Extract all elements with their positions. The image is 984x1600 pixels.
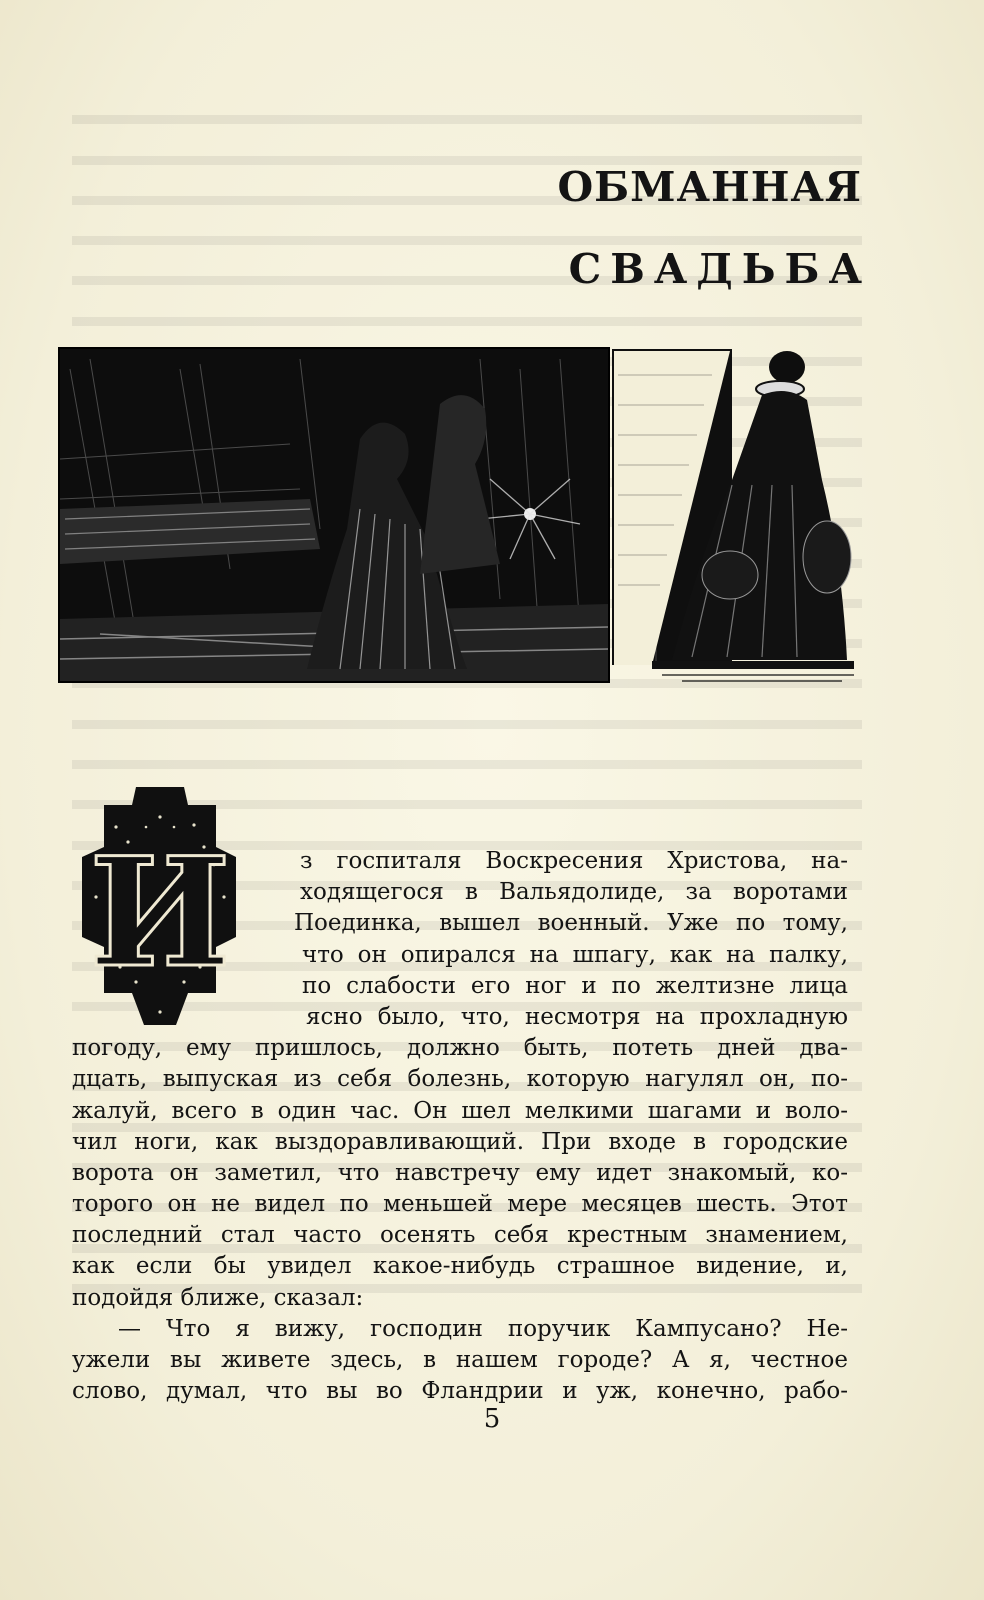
text-line: последний стал часто осенять себя крестным знамением, bbox=[72, 1222, 848, 1249]
text-line: как если бы увидел какое-нибудь страшное видение, и, bbox=[72, 1253, 848, 1280]
chapter-title-line-1: ОБМАННАЯ bbox=[557, 163, 862, 211]
page-number: 5 bbox=[483, 1404, 501, 1434]
text-line: ворота он заметил, что навстречу ему идет знакомый, ко- bbox=[72, 1159, 848, 1186]
drop-cap-letter: И bbox=[89, 825, 231, 1001]
text-line: чил ноги, как выздоравливающий. При входе в городские bbox=[72, 1128, 848, 1155]
body-text bbox=[72, 846, 848, 1407]
text-line: жалуй, всего в один час. Он шел мелкими шагами и воло- bbox=[72, 1097, 848, 1124]
text-line: дцать, выпуская из себя болезнь, которую нагулял он, по- bbox=[72, 1066, 848, 1093]
text-line: Поединка, вышел военный. Уже по тому, bbox=[294, 910, 848, 937]
engraving-interior-scene bbox=[58, 347, 610, 683]
text-line: — Что я вижу, господин поручик Кампусано? Не- bbox=[118, 1315, 848, 1342]
text-line: з госпиталя Воскресения Христова, на- bbox=[300, 848, 848, 874]
text-line: подойдя ближе, сказал: bbox=[72, 1284, 364, 1311]
chapter-title-line-2: СВАДЬБА bbox=[568, 245, 871, 293]
text-line: ужели вы живете здесь, в нашем городе? А я, честное bbox=[72, 1347, 848, 1373]
engraving-woman-with-bundle bbox=[612, 345, 854, 685]
text-line: погоду, ему пришлось, должно быть, потеть дней два- bbox=[72, 1035, 848, 1062]
text-line: торого он не видел по меньшей мере месяцев шесть. Этот bbox=[72, 1191, 848, 1218]
text-line: по слабости его ног и по желтизне лица bbox=[302, 972, 848, 999]
text-line: слово, думал, что вы во Фландрии и уж, конечно, рабо- bbox=[72, 1378, 848, 1405]
text-line: ясно было, что, несмотря на прохладную bbox=[306, 1003, 848, 1030]
text-line: ходящегося в Вальядолиде, за воротами bbox=[300, 879, 848, 906]
chapter-title bbox=[557, 146, 871, 310]
text-line: что он опирался на шпагу, как на палку, bbox=[302, 941, 848, 968]
